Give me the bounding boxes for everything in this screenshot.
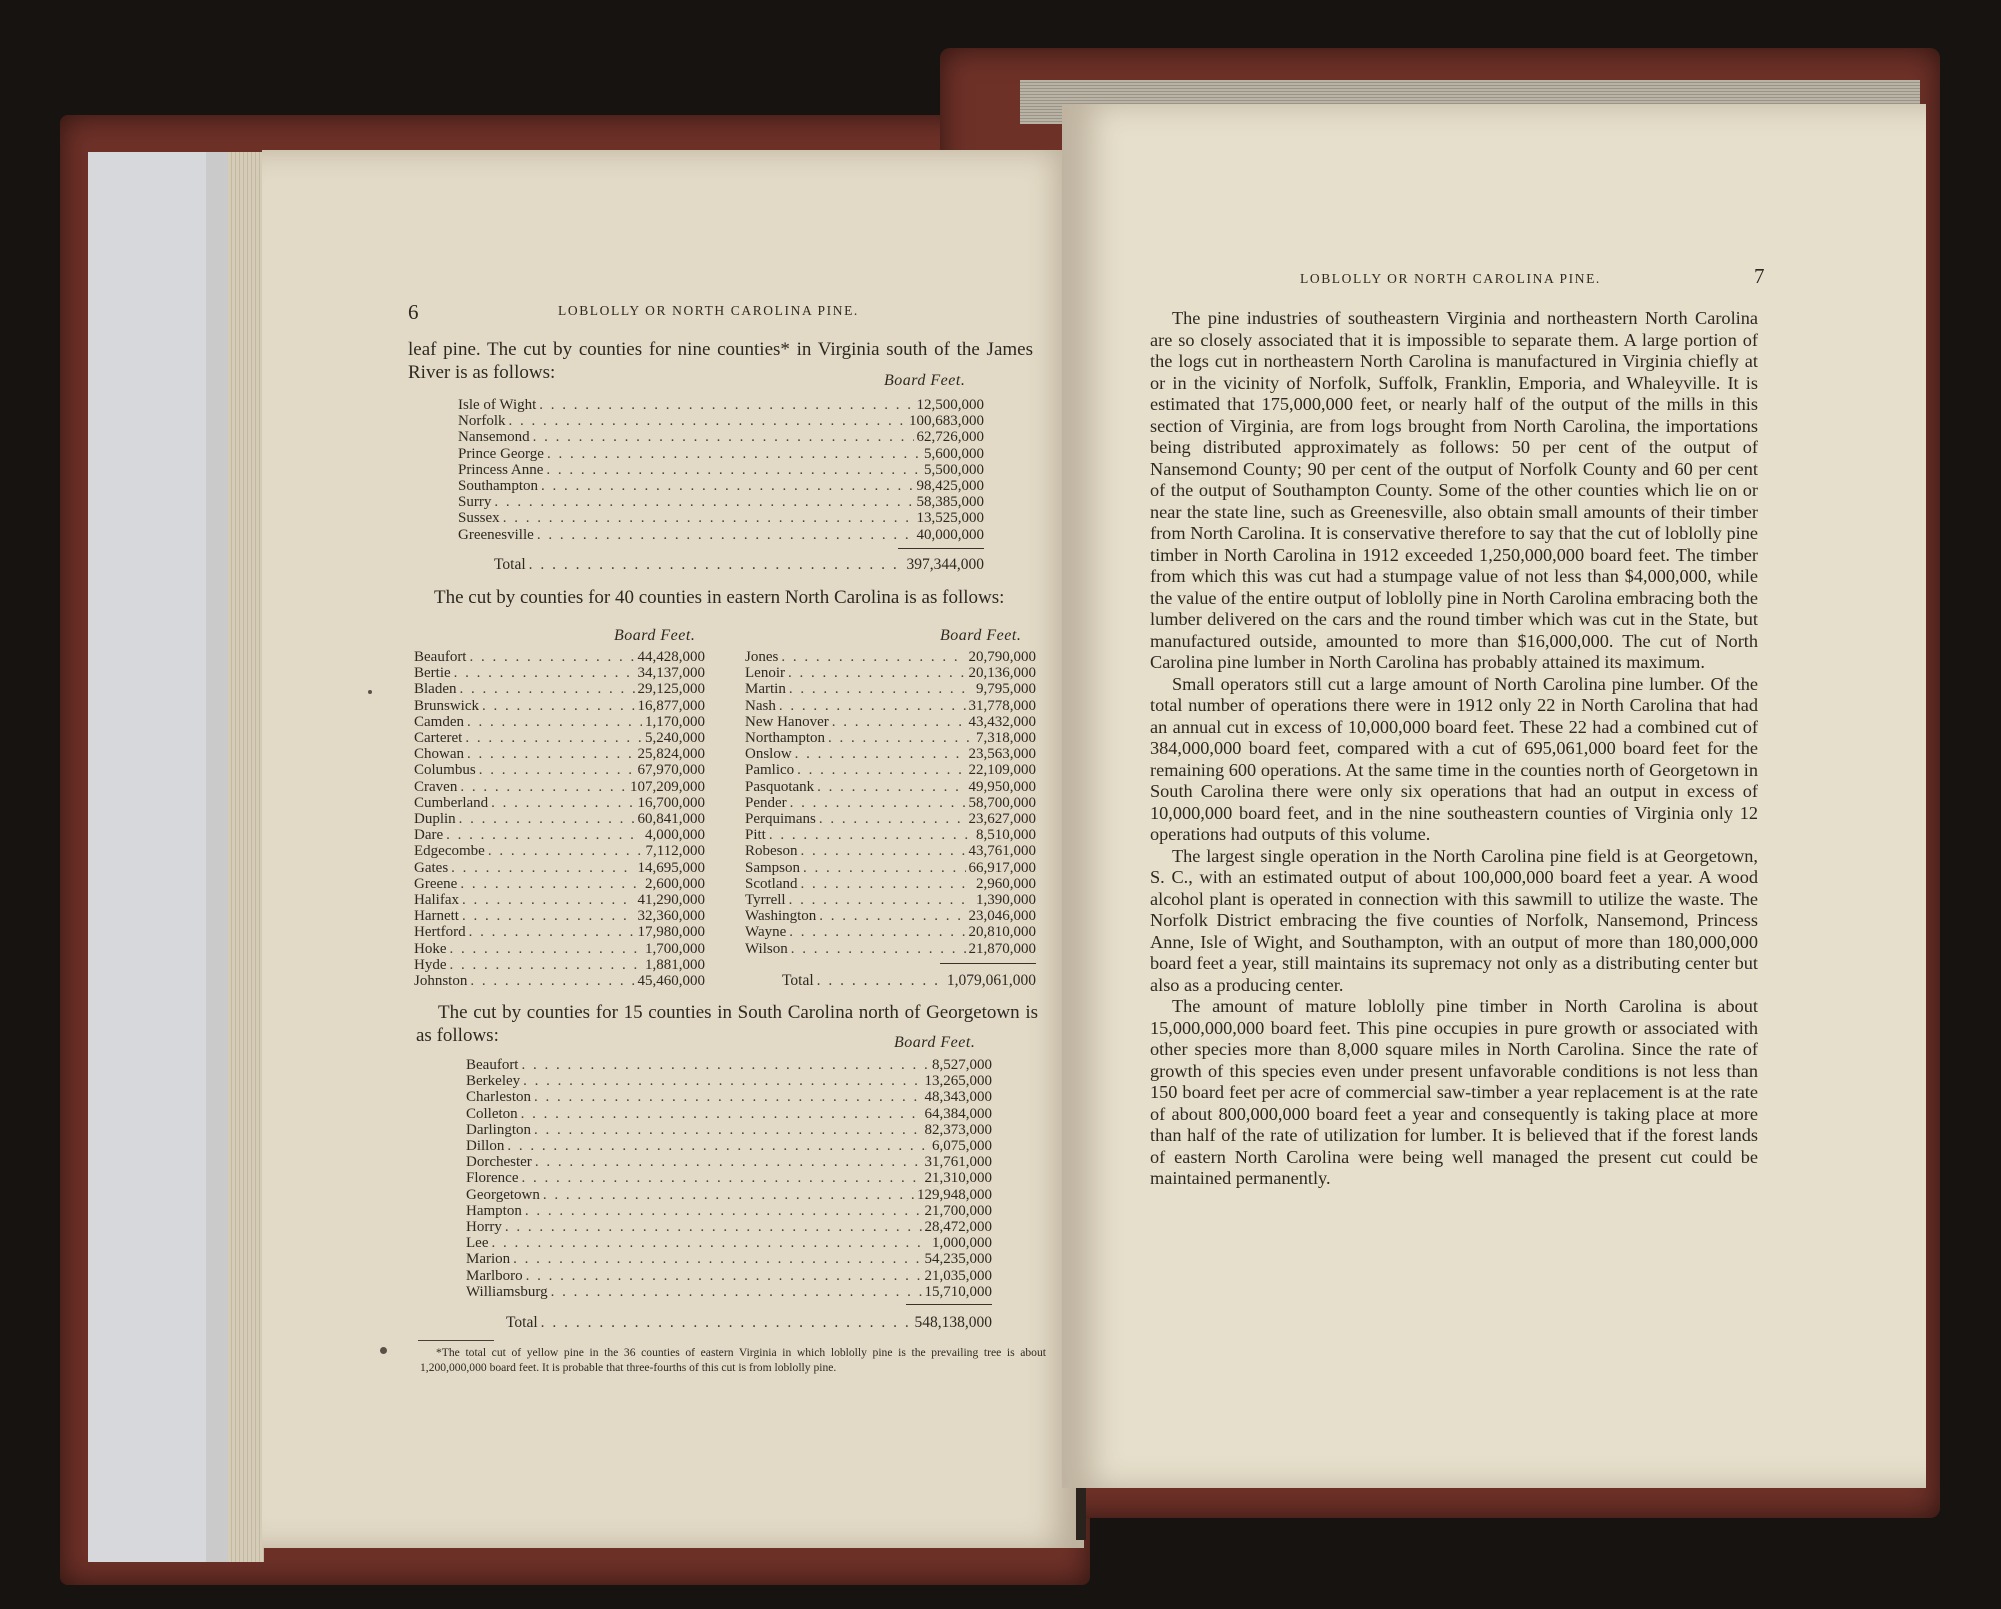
leader-dots xyxy=(828,730,973,746)
board-feet-value: 28,472,000 xyxy=(924,1219,992,1236)
table-row xyxy=(466,1106,992,1122)
county-name: Beaufort xyxy=(466,1057,519,1073)
nc-total-rule xyxy=(940,963,1036,964)
county-name: Camden xyxy=(414,713,464,730)
board-feet-value: 5,600,000 xyxy=(924,445,984,462)
board-feet-value: 98,425,000 xyxy=(916,478,984,495)
board-feet-value: 43,432,000 xyxy=(968,713,1036,730)
county-name: Georgetown xyxy=(466,1186,540,1203)
leader-dots xyxy=(482,698,635,714)
board-feet-value: 1,170,000 xyxy=(645,713,705,730)
table-row xyxy=(745,665,1036,681)
nc-total-label: Total xyxy=(782,972,814,989)
table-row xyxy=(466,1251,992,1267)
nc-total-row xyxy=(782,972,1036,990)
leader-dots xyxy=(494,494,913,510)
table-row xyxy=(745,649,1036,665)
table-row xyxy=(745,908,1036,924)
county-name: Colleton xyxy=(466,1105,518,1122)
table-row xyxy=(414,941,705,957)
table-row xyxy=(414,698,705,714)
county-name: Halifax xyxy=(414,892,459,909)
board-feet-value: 15,710,000 xyxy=(924,1283,992,1300)
endpaper xyxy=(88,152,206,1562)
left-page-number: 6 xyxy=(408,300,419,324)
nc-left-board-feet-header: Board Feet. xyxy=(614,627,696,644)
leader-dots xyxy=(789,924,965,940)
county-name: Chowan xyxy=(414,746,464,763)
table-row xyxy=(745,779,1036,795)
county-name: Sampson xyxy=(745,859,801,876)
sc-intro-text: The cut by counties for 15 counties in South Carolina north of Georgetown is as follows: xyxy=(416,1002,1038,1046)
leader-dots xyxy=(521,1170,921,1186)
board-feet-value: 2,600,000 xyxy=(645,875,705,892)
board-feet-value: 107,209,000 xyxy=(630,778,705,795)
county-name: Brunswick xyxy=(414,697,479,714)
leader-dots xyxy=(513,1251,921,1267)
county-name: Marion xyxy=(466,1251,511,1268)
page-speck xyxy=(368,690,372,694)
leader-dots xyxy=(521,1106,922,1122)
county-name: Marlboro xyxy=(466,1267,523,1284)
leader-dots xyxy=(534,1089,922,1105)
board-feet-value: 100,683,000 xyxy=(909,413,984,430)
county-name: Hyde xyxy=(414,956,447,973)
board-feet-value: 20,136,000 xyxy=(968,665,1036,682)
leader-dots xyxy=(817,779,965,795)
leader-dots xyxy=(469,924,635,940)
leader-dots xyxy=(541,478,913,494)
table-row xyxy=(466,1235,992,1251)
county-name: Lee xyxy=(466,1235,489,1252)
leader-dots xyxy=(491,1235,929,1251)
leader-dots xyxy=(788,665,966,681)
leader-dots xyxy=(460,681,635,697)
table-row xyxy=(745,827,1036,843)
county-name: Craven xyxy=(414,778,458,795)
table-row xyxy=(466,1089,992,1105)
leader-dots xyxy=(551,1284,922,1300)
table-row xyxy=(466,1057,992,1073)
board-feet-value: 13,525,000 xyxy=(916,510,984,527)
left-footnote: *The total cut of yellow pine in the 36 counties of eastern Virginia in which loblolly pine is the prevailing tree is about 1,200,000,000 board feet. It is probable that three-fourths of this cut is from loblolly pine. xyxy=(420,1346,1046,1374)
leader-dots xyxy=(525,1203,922,1219)
table-row xyxy=(414,681,705,697)
leader-dots xyxy=(509,413,907,429)
county-name: Norfolk xyxy=(458,413,506,430)
leader-dots xyxy=(790,795,966,811)
table-row xyxy=(458,446,984,462)
board-feet-value: 58,385,000 xyxy=(916,494,984,511)
nc-total-value: 1,079,061,000 xyxy=(946,972,1036,989)
board-feet-value: 62,726,000 xyxy=(916,429,984,446)
table-row xyxy=(466,1122,992,1138)
county-name: Southampton xyxy=(458,478,539,495)
county-name: Hampton xyxy=(466,1202,522,1219)
board-feet-value: 21,700,000 xyxy=(924,1202,992,1219)
board-feet-value: 23,563,000 xyxy=(968,746,1036,763)
virginia-total-row xyxy=(494,556,984,574)
leader-dots xyxy=(534,1122,922,1138)
board-feet-value: 20,790,000 xyxy=(968,649,1036,665)
leader-dots xyxy=(543,1187,914,1203)
county-name: Duplin xyxy=(414,811,456,828)
table-row xyxy=(466,1073,992,1089)
county-name: New Hanover xyxy=(745,713,829,730)
board-feet-value: 48,343,000 xyxy=(924,1089,992,1106)
table-row xyxy=(745,811,1036,827)
county-name: Onslow xyxy=(745,746,792,763)
leader-dots xyxy=(488,843,643,859)
table-row xyxy=(414,908,705,924)
table-row xyxy=(745,941,1036,957)
leader-dots xyxy=(832,714,966,730)
county-name: Pender xyxy=(745,794,787,811)
board-feet-value: 5,240,000 xyxy=(645,730,705,747)
county-name: Wilson xyxy=(745,940,788,957)
board-feet-value: 66,917,000 xyxy=(968,859,1036,876)
county-name: Isle of Wight xyxy=(458,397,537,413)
leader-dots xyxy=(460,876,642,892)
table-row xyxy=(414,762,705,778)
leader-dots xyxy=(469,649,634,665)
sc-board-feet-header: Board Feet. xyxy=(894,1034,976,1051)
board-feet-value: 32,360,000 xyxy=(637,908,705,925)
county-name: Beaufort xyxy=(414,649,467,665)
board-feet-value: 1,700,000 xyxy=(645,940,705,957)
leader-dots xyxy=(479,762,635,778)
nc-cut-table-left xyxy=(414,649,705,989)
board-feet-value: 9,795,000 xyxy=(976,681,1036,698)
virginia-total-label: Total xyxy=(494,556,526,573)
table-row xyxy=(466,1203,992,1219)
table-row xyxy=(414,714,705,730)
county-name: Hoke xyxy=(414,940,447,957)
board-feet-value: 60,841,000 xyxy=(637,811,705,828)
county-name: Dare xyxy=(414,827,444,844)
county-name: Dillon xyxy=(466,1138,505,1155)
board-feet-value: 41,290,000 xyxy=(637,892,705,909)
leader-dots xyxy=(470,973,634,989)
county-name: Bladen xyxy=(414,681,457,698)
leader-dots xyxy=(462,908,635,924)
leader-dots xyxy=(465,730,642,746)
table-row xyxy=(466,1187,992,1203)
board-feet-value: 23,046,000 xyxy=(968,908,1036,925)
virginia-board-feet-header: Board Feet. xyxy=(884,372,966,389)
county-name: Johnston xyxy=(414,973,468,990)
right-paragraph-2: Small operators still cut a large amount of North Carolina pine lumber. Of the total number of operations there were in 1912 only 22 in North Carolina that had an annual cut in excess of 10,000,000 board feet. These 22 had a combined cut of 384,000,000 board feet, compared with a cut of 695,061,000 board feet for the remaining 600 operations. At the same time in the counties north of Georgetown in South Carolina there were only six operations that had an output in excess of 10,000,000 board feet, and in the nine southeastern counties of Virginia only 12 operations had outputs of this volume. xyxy=(1150,673,1758,844)
county-name: Columbus xyxy=(414,762,476,779)
board-feet-value: 25,824,000 xyxy=(637,746,705,763)
leader-dots xyxy=(781,649,965,665)
board-feet-value: 21,870,000 xyxy=(968,940,1036,957)
leader-dots xyxy=(546,462,921,478)
county-name: Pasquotank xyxy=(745,778,815,795)
county-name: Pitt xyxy=(745,827,766,844)
leader-dots xyxy=(451,860,634,876)
board-feet-value: 7,318,000 xyxy=(976,730,1036,747)
right-paragraph-1: The pine industries of southeastern Virginia and northeastern North Carolina are so closely associated that it is impossible to separate them. A large portion of the logs cut in northeastern North Carolina is manufactured in Virginia chiefly at or in the vicinity of Norfolk, Suffolk, Franklin, Emporia, and Whaleyville. It is estimated that 175,000,000 feet, or nearly half of the output of the mills in this section of Virginia, are from logs brought from North Carolina, the importations being distributed approximately as follows: 50 per cent of the output of Nansemond County; 90 per cent of the output of Norfolk County and 60 per cent of the output of Southampton County. Some of the other counties which lie on or near the state line, such as Greenesville, also obtain small amounts of their timber from North Carolina. It is conservative therefore to say that the cut of loblolly pine timber in North Carolina in 1912 exceeded 1,250,000,000 board feet. The timber from which this was cut had a stumpage value of not less than $4,000,000, while the value of the entire output of loblolly pine in North Carolina embracing both the lumber delivered on the cars and the round timber which was cut in the State, but manufactured outside, amounted to more than $16,000,000. The cut of North Carolina pine lumber in North Carolina has probably attained its maximum. xyxy=(1150,308,1758,672)
county-name: Sussex xyxy=(458,510,500,527)
board-feet-value: 4,000,000 xyxy=(645,827,705,844)
county-name: Tyrrell xyxy=(745,892,786,909)
board-feet-value: 21,310,000 xyxy=(924,1170,992,1187)
board-feet-value: 6,075,000 xyxy=(932,1138,992,1155)
board-feet-value: 17,980,000 xyxy=(637,924,705,941)
leader-dots xyxy=(467,746,635,762)
leader-dots xyxy=(533,429,914,445)
county-name: Princess Anne xyxy=(458,461,544,478)
leader-dots xyxy=(797,762,965,778)
board-feet-value: 54,235,000 xyxy=(924,1251,992,1268)
county-name: Washington xyxy=(745,908,817,925)
county-name: Surry xyxy=(458,494,492,511)
table-row xyxy=(414,973,705,989)
board-feet-value: 31,778,000 xyxy=(968,697,1036,714)
leader-dots xyxy=(819,908,965,924)
county-name: Edgecombe xyxy=(414,843,485,860)
table-row xyxy=(414,746,705,762)
county-name: Jones xyxy=(745,649,779,665)
county-name: Lenoir xyxy=(745,665,785,682)
county-name: Horry xyxy=(466,1219,502,1236)
table-row xyxy=(745,746,1036,762)
table-row xyxy=(458,462,984,478)
board-feet-value: 29,125,000 xyxy=(637,681,705,698)
table-row xyxy=(458,413,984,429)
table-row xyxy=(745,698,1036,714)
leader-dots xyxy=(779,698,966,714)
leader-dots xyxy=(535,1154,922,1170)
county-name: Martin xyxy=(745,681,786,698)
table-row xyxy=(745,924,1036,940)
table-row xyxy=(414,957,705,973)
leader-dots xyxy=(450,941,643,957)
leader-dots xyxy=(539,397,913,413)
board-feet-value: 1,881,000 xyxy=(645,956,705,973)
county-name: Pamlico xyxy=(745,762,795,779)
table-row xyxy=(414,795,705,811)
sc-total-value: 548,138,000 xyxy=(914,1314,992,1331)
right-paragraph-4: The amount of mature loblolly pine timber in North Carolina is about 15,000,000,000 board feet. This pine occupies in pure growth or associated with other species more than 8,000 square miles in North Carolina. Since the rate of growth of this species even under present unfavorable conditions is not less than 150 board feet per acre of commercial saw-timber a year replacement is at the rate of about 800,000,000 board feet a year and consequently is taking place at more than half of the rate of utilization for lumber. It is believed that if the forest lands of eastern North Carolina were being well managed the present cut could be maintained permanently. xyxy=(1150,996,1758,1188)
board-feet-value: 22,109,000 xyxy=(968,762,1036,779)
right-paragraph-3: The largest single operation in the North Carolina pine field is at Georgetown, S. C., with an estimated output of about 100,000,000 board feet a year. A wood alcohol plant is operated in connection with this sawmill to utilize the waste. The Norfolk District embracing the five counties of Norfolk, Nansemond, Princess Anne, Isle of Wight, and Southampton, with an output of more than 180,000,000 board feet a year, still maintains its supremacy not only as a distributing center but also as a producing center. xyxy=(1150,845,1758,995)
leader-dots xyxy=(801,876,974,892)
leader-dots xyxy=(459,811,635,827)
table-row xyxy=(458,397,984,413)
table-row xyxy=(745,795,1036,811)
county-name: Charleston xyxy=(466,1089,531,1106)
table-row xyxy=(414,649,705,665)
board-feet-value: 82,373,000 xyxy=(924,1121,992,1138)
left-running-head: LOBLOLLY OR NORTH CAROLINA PINE. xyxy=(558,303,859,318)
leader-dots xyxy=(467,714,642,730)
footnote-rule xyxy=(418,1340,494,1341)
leader-dots xyxy=(491,795,634,811)
leader-dots xyxy=(523,1073,921,1089)
county-name: Dorchester xyxy=(466,1154,532,1171)
table-row xyxy=(466,1154,992,1170)
board-feet-value: 8,510,000 xyxy=(976,827,1036,844)
virginia-cut-table xyxy=(458,397,984,543)
table-row xyxy=(458,494,984,510)
board-feet-value: 49,950,000 xyxy=(968,778,1036,795)
leader-dots xyxy=(446,827,642,843)
leader-dots xyxy=(503,510,914,526)
page-speck xyxy=(380,1347,387,1354)
table-row xyxy=(414,892,705,908)
board-feet-value: 31,761,000 xyxy=(924,1154,992,1171)
board-feet-value: 5,500,000 xyxy=(924,461,984,478)
board-feet-value: 20,810,000 xyxy=(968,924,1036,941)
table-row xyxy=(745,730,1036,746)
board-feet-value: 64,384,000 xyxy=(924,1105,992,1122)
leader-dots xyxy=(521,1057,929,1073)
sc-total-rule xyxy=(906,1304,992,1305)
table-row xyxy=(745,714,1036,730)
table-row xyxy=(414,843,705,859)
table-row xyxy=(414,876,705,892)
table-row xyxy=(414,924,705,940)
board-feet-value: 40,000,000 xyxy=(916,526,984,543)
county-name: Nash xyxy=(745,697,776,714)
board-feet-value: 58,700,000 xyxy=(968,794,1036,811)
leader-dots xyxy=(505,1219,922,1235)
board-feet-value: 129,948,000 xyxy=(917,1186,992,1203)
leader-dots xyxy=(789,681,973,697)
county-name: Cumberland xyxy=(414,794,489,811)
leader-dots xyxy=(537,527,914,543)
board-feet-value: 67,970,000 xyxy=(637,762,705,779)
board-feet-value: 7,112,000 xyxy=(645,843,705,860)
table-row xyxy=(458,527,984,543)
leader-dots xyxy=(454,665,635,681)
board-feet-value: 8,527,000 xyxy=(932,1057,992,1073)
county-name: Darlington xyxy=(466,1121,531,1138)
county-name: Nansemond xyxy=(458,429,530,446)
board-feet-value: 43,761,000 xyxy=(968,843,1036,860)
county-name: Florence xyxy=(466,1170,519,1187)
nc-right-board-feet-header: Board Feet. xyxy=(940,627,1022,644)
leader-dots xyxy=(462,892,635,908)
right-running-head: LOBLOLLY OR NORTH CAROLINA PINE. xyxy=(1300,271,1601,286)
leader-dots xyxy=(526,1268,922,1284)
leader-dots xyxy=(547,446,921,462)
board-feet-value: 34,137,000 xyxy=(637,665,705,682)
leader-dots xyxy=(791,941,966,957)
county-name: Robeson xyxy=(745,843,798,860)
county-name: Perquimans xyxy=(745,811,816,828)
table-row xyxy=(466,1170,992,1186)
table-row xyxy=(745,681,1036,697)
table-row xyxy=(414,730,705,746)
board-feet-value: 45,460,000 xyxy=(637,973,705,990)
table-row xyxy=(414,860,705,876)
board-feet-value: 14,695,000 xyxy=(637,859,705,876)
page-stack-edge xyxy=(228,152,264,1562)
leader-dots xyxy=(803,860,965,876)
leader-dots xyxy=(769,827,973,843)
sc-total-label: Total xyxy=(506,1314,538,1331)
table-row xyxy=(458,478,984,494)
board-feet-value: 44,428,000 xyxy=(637,649,705,665)
board-feet-value: 13,265,000 xyxy=(924,1073,992,1090)
leader-dots xyxy=(795,746,966,762)
county-name: Carteret xyxy=(414,730,463,747)
nc-cut-table-right xyxy=(745,649,1036,957)
table-row xyxy=(466,1268,992,1284)
table-row xyxy=(414,779,705,795)
county-name: Scotland xyxy=(745,875,798,892)
board-feet-value: 23,627,000 xyxy=(968,811,1036,828)
county-name: Gates xyxy=(414,859,449,876)
board-feet-value: 21,035,000 xyxy=(924,1267,992,1284)
board-feet-value: 16,700,000 xyxy=(637,794,705,811)
table-row xyxy=(466,1138,992,1154)
table-row xyxy=(745,876,1036,892)
county-name: Wayne xyxy=(745,924,787,941)
table-row xyxy=(745,843,1036,859)
leader-dots xyxy=(450,957,643,973)
right-page-number: 7 xyxy=(1754,264,1765,288)
virginia-total-value: 397,344,000 xyxy=(906,556,984,573)
leader-dots xyxy=(789,892,973,908)
table-row xyxy=(745,892,1036,908)
nc-intro-text: The cut by counties for 40 counties in eastern North Carolina is as follows: xyxy=(434,587,1005,608)
leader-dots xyxy=(507,1138,929,1154)
county-name: Bertie xyxy=(414,665,451,682)
board-feet-value: 1,390,000 xyxy=(976,892,1036,909)
leader-dots xyxy=(460,779,627,795)
table-row xyxy=(414,827,705,843)
table-row xyxy=(466,1219,992,1235)
county-name: Prince George xyxy=(458,445,544,462)
table-row xyxy=(414,665,705,681)
county-name: Greene xyxy=(414,875,458,892)
table-row xyxy=(414,811,705,827)
sc-total-row xyxy=(506,1314,992,1332)
table-row xyxy=(745,762,1036,778)
right-page-text xyxy=(1150,308,1758,1190)
county-name: Williamsburg xyxy=(466,1283,548,1300)
board-feet-value: 1,000,000 xyxy=(932,1235,992,1252)
sc-cut-table xyxy=(466,1057,992,1300)
left-intro-text: leaf pine. The cut by counties for nine counties* in Virginia south of the James River is as follows: xyxy=(408,339,1033,383)
table-row xyxy=(458,429,984,445)
table-row xyxy=(458,510,984,526)
county-name: Northampton xyxy=(745,730,825,747)
table-row xyxy=(745,860,1036,876)
board-feet-value: 2,960,000 xyxy=(976,875,1036,892)
county-name: Greenesville xyxy=(458,526,534,543)
table-row xyxy=(466,1284,992,1300)
board-feet-value: 16,877,000 xyxy=(637,697,705,714)
county-name: Harnett xyxy=(414,908,459,925)
virginia-total-rule xyxy=(898,548,984,549)
leader-dots xyxy=(801,843,966,859)
leader-dots xyxy=(819,811,966,827)
county-name: Berkeley xyxy=(466,1073,521,1090)
board-feet-value: 12,500,000 xyxy=(916,397,984,413)
county-name: Hertford xyxy=(414,924,466,941)
